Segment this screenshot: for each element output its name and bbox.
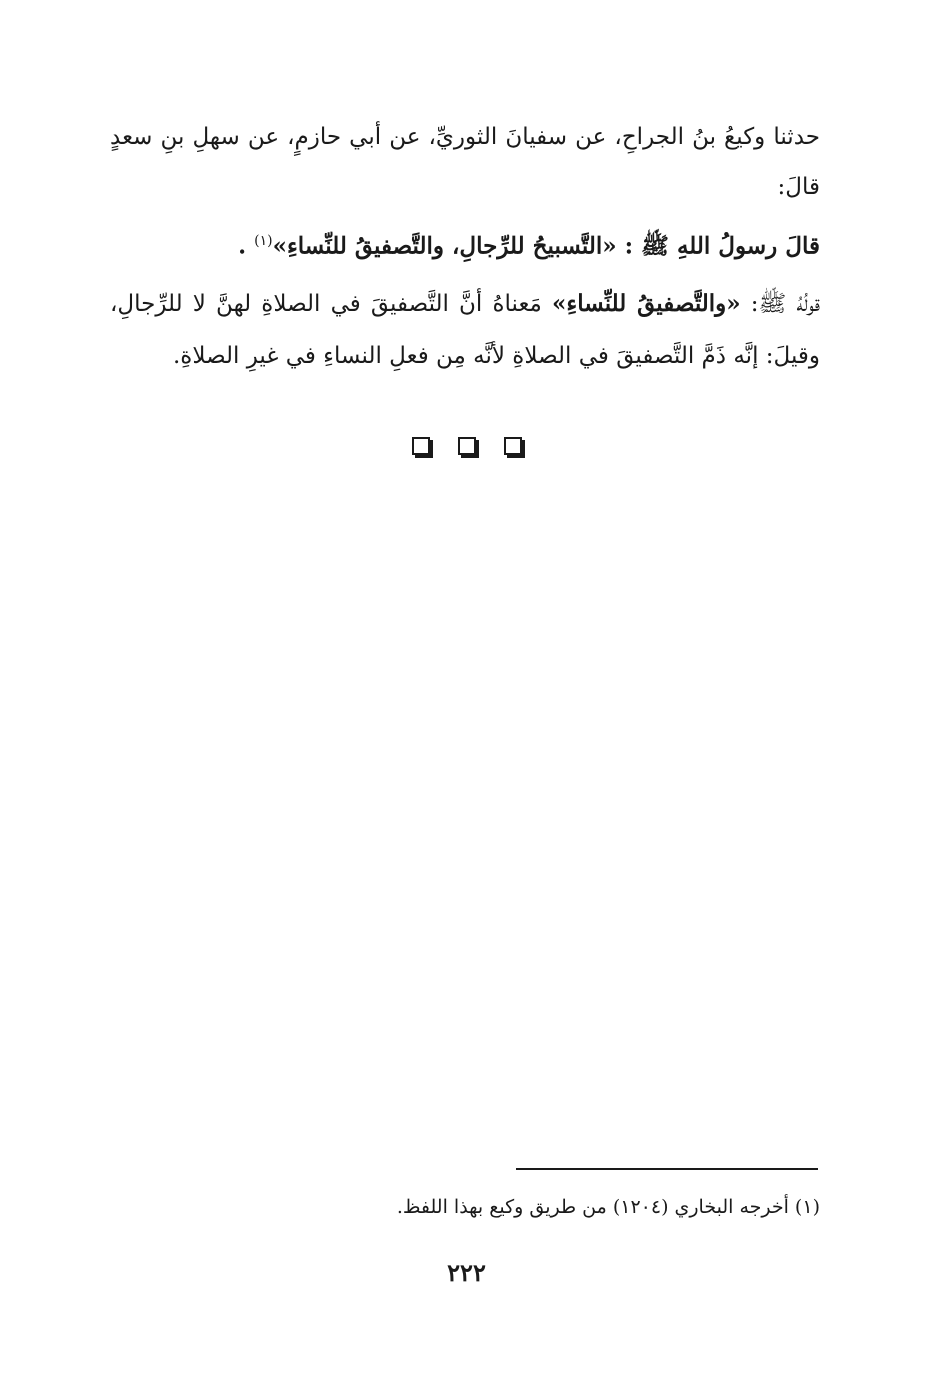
section-separator bbox=[0, 437, 933, 455]
commentary-paragraph bbox=[110, 278, 820, 382]
footnote bbox=[110, 1192, 820, 1222]
separator-square-icon bbox=[504, 437, 522, 455]
separator-square-icon bbox=[458, 437, 476, 455]
separator-square-icon bbox=[412, 437, 430, 455]
isnad-paragraph bbox=[110, 112, 820, 212]
footnote-text: (١) أخرجه البخاري (١٢٠٤) من طريق وكيع بهذا اللفظ. bbox=[396, 1196, 820, 1218]
isnad-text: حدثنا وكيعُ بنُ الجراحِ، عن سفيانَ الثوريِّ، عن أبي حازمٍ، عن سهلِ بنِ سعدٍ قالَ: bbox=[110, 124, 820, 200]
comment-quote: «والتَّصفيقُ للنِّساءِ» bbox=[552, 290, 741, 317]
footnote-divider bbox=[516, 1168, 818, 1170]
hadith-end: . bbox=[238, 232, 255, 260]
comment-intro: قولُهُ ﷺ: bbox=[740, 291, 820, 317]
comment-rest: مَعناهُ أنَّ التَّصفيقَ في الصلاةِ لهنَّ لا للرِّجالِ، وقيلَ: إنَّه ذَمَّ التَّصفيقَ في الصلاةِ لأنَّه مِن فعلِ النساءِ في غيرِ الصلاةِ. bbox=[110, 291, 820, 369]
hadith-paragraph bbox=[110, 216, 820, 272]
page-number: ٢٢٢ bbox=[447, 1258, 486, 1287]
hadith-intro: قالَ رسولُ اللهِ ﷺ : bbox=[616, 232, 820, 260]
hadith-text: «التَّسبيحُ للرِّجالِ، والتَّصفيقُ للنِّساءِ» bbox=[272, 232, 617, 260]
footnote-marker[interactable]: (١) bbox=[254, 233, 273, 249]
